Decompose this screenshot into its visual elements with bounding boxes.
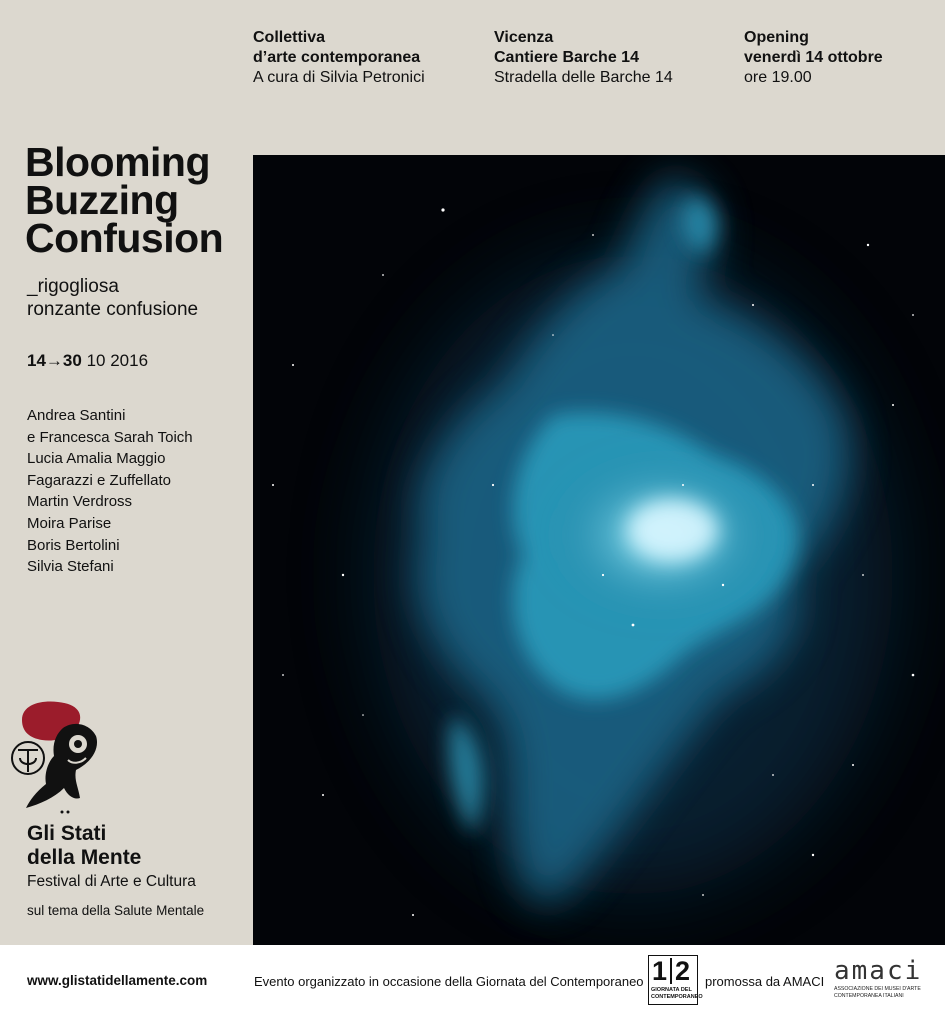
artist-item: Fagarazzi e Zuffellato bbox=[27, 471, 171, 489]
header-col2-line1: Vicenza bbox=[494, 29, 554, 46]
title-line2: Buzzing bbox=[25, 177, 179, 223]
artist-item: e Francesca Sarah Toich bbox=[27, 428, 193, 446]
artist-item: Moira Parise bbox=[27, 514, 112, 532]
artist-item: Lucia Amalia Maggio bbox=[27, 450, 166, 468]
header-venue-block bbox=[494, 28, 673, 88]
festival-name-line1: Gli Stati bbox=[27, 822, 107, 845]
giornata-number-right: 2 bbox=[675, 956, 691, 986]
header-col2-line2: Cantiere Barche 14 bbox=[494, 49, 639, 66]
artist-item: Andrea Santini bbox=[27, 407, 126, 424]
giornata-caption-line2: CONTEMPORANEO bbox=[651, 994, 703, 1000]
event-note: Evento organizzato in occasione della Giornata del Contemporaneo bbox=[254, 974, 644, 989]
artist-item: Silvia Stefani bbox=[27, 558, 114, 576]
giornata-number-left: 1 bbox=[652, 956, 668, 986]
amaci-wordmark: amaci bbox=[834, 956, 923, 986]
title-line1: Blooming bbox=[25, 139, 211, 185]
festival-theme: sul tema della Salute Mentale bbox=[27, 903, 205, 918]
subtitle-line2: ronzante confusione bbox=[27, 299, 199, 320]
header-col1-line3: A cura di Silvia Petronici bbox=[253, 69, 425, 86]
festival-name bbox=[27, 822, 141, 870]
festival-subtitle: Festival di Arte e Cultura bbox=[27, 873, 196, 890]
giornata-caption-line1: GIORNATA DEL bbox=[651, 987, 692, 993]
exhibition-title bbox=[25, 139, 224, 261]
nebula-image bbox=[253, 155, 945, 945]
promo-note: promossa da AMACI bbox=[705, 974, 825, 989]
date-rest: 10 2016 bbox=[86, 351, 149, 370]
festival-name-line2: della Mente bbox=[27, 846, 142, 869]
header-col1-line2: d’arte contemporanea bbox=[253, 49, 421, 66]
amaci-logo bbox=[834, 958, 924, 1004]
amaci-caption-line1: ASSOCIAZIONE DEI MUSEI D'ARTE bbox=[834, 986, 921, 992]
subtitle-line1: _rigogliosa bbox=[27, 276, 119, 297]
header-col3-line3: ore 19.00 bbox=[744, 69, 812, 86]
date-start: 14 bbox=[27, 351, 46, 370]
header-col2-line3: Stradella delle Barche 14 bbox=[494, 69, 673, 86]
website-link[interactable]: www.glistatidellamente.com bbox=[27, 973, 208, 988]
giornata-divider bbox=[670, 958, 672, 984]
festival-logo-icon bbox=[8, 700, 108, 815]
header-curator-block bbox=[253, 28, 425, 88]
artist-list bbox=[27, 405, 193, 578]
nebula-artwork bbox=[253, 155, 945, 945]
header-opening-block bbox=[744, 28, 883, 88]
title-line3: Confusion bbox=[25, 215, 224, 261]
exhibition-dates bbox=[27, 351, 148, 371]
exhibition-subtitle bbox=[27, 275, 198, 321]
giornata-contemporaneo-logo bbox=[648, 955, 703, 1005]
header-col3-line2: venerdì 14 ottobre bbox=[744, 49, 883, 66]
artist-item: Martin Verdross bbox=[27, 493, 133, 511]
header-col3-line1: Opening bbox=[744, 29, 809, 46]
amaci-caption-line2: CONTEMPORANEA ITALIANI bbox=[834, 992, 904, 999]
date-end: 30 bbox=[62, 351, 82, 370]
amaci-caption bbox=[834, 986, 921, 999]
artist-item: Boris Bertolini bbox=[27, 536, 120, 554]
header-col1-line1: Collettiva bbox=[253, 29, 326, 46]
giornata-caption bbox=[651, 987, 703, 1001]
date-arrow: → bbox=[45, 351, 63, 370]
